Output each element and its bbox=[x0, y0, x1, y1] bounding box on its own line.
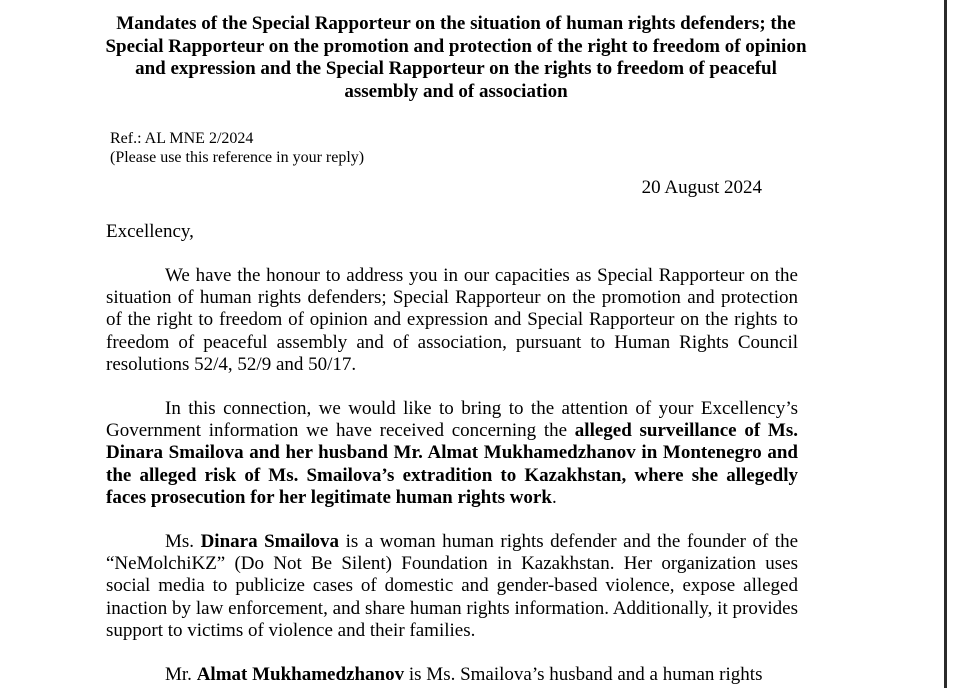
reference-number: Ref.: AL MNE 2/2024 bbox=[110, 130, 254, 147]
reference-note: (Please use this reference in your reply) bbox=[110, 149, 365, 166]
paragraph-2-tail: . bbox=[551, 486, 557, 508]
paragraph-2-bold: alleged surveillance of Ms. Dinara Smailova and her husband Mr. Almat Mukhamedzhanov in Montenegro and the alleged risk of Ms. Smailova’s extradition to Kazakhstan, where she allegedly faces prosecution for her legitimate human rights work bbox=[106, 420, 798, 508]
paragraph-2-lead: In this connection, we would like to bring to the attention of your Excellency’s Government information we have received concerning the bbox=[106, 398, 798, 442]
reference-block bbox=[110, 129, 364, 167]
paragraph-4-lead: Mr. bbox=[165, 664, 197, 685]
paragraph-2 bbox=[106, 398, 798, 509]
paragraph-4 bbox=[106, 664, 798, 686]
paragraph-4-tail: is Ms. Smailova’s husband and a human rights bbox=[404, 664, 763, 685]
scrollbar[interactable] bbox=[944, 0, 980, 688]
paragraph-3 bbox=[106, 531, 798, 642]
paragraph-3-tail: is a woman human rights defender and the founder of the “NeMolchiKZ” (Do Not Be Silent) Foundation in Kazakhstan. Her organization uses social media to publicize cases of domestic and gender-based violence, expose alleged inaction by law enforcement, and share human rights information. Additionally, it provides support to victims of violence and their families. bbox=[106, 531, 799, 641]
paragraph-1: We have the honour to address you in our capacities as Special Rapporteur on the situation of human rights defenders; Special Rapporteur on the promotion and protection of the right to freedom of opinion and expression and Special Rapporteur on the rights to freedom of peaceful assembly and of association, pursuant to Human Rights Council resolutions 52/4, 52/9 and 50/17. bbox=[106, 265, 798, 375]
salutation: Excellency, bbox=[106, 221, 194, 242]
letter-date: 20 August 2024 bbox=[641, 177, 762, 198]
paragraph-3-lead: Ms. bbox=[165, 531, 201, 552]
paragraph-3-bold: Dinara Smailova bbox=[200, 531, 340, 552]
scrollbar-divider bbox=[944, 0, 947, 688]
document-title: Mandates of the Special Rapporteur on the situation of human rights defenders; the Special Rapporteur on the promotion and protection of the right to freedom of opinion and expression and the Special Rapporteur on the rights to freedom of peaceful assembly and of association bbox=[105, 13, 807, 102]
paragraph-4-bold: Almat Mukhamedzhanov bbox=[196, 664, 405, 685]
